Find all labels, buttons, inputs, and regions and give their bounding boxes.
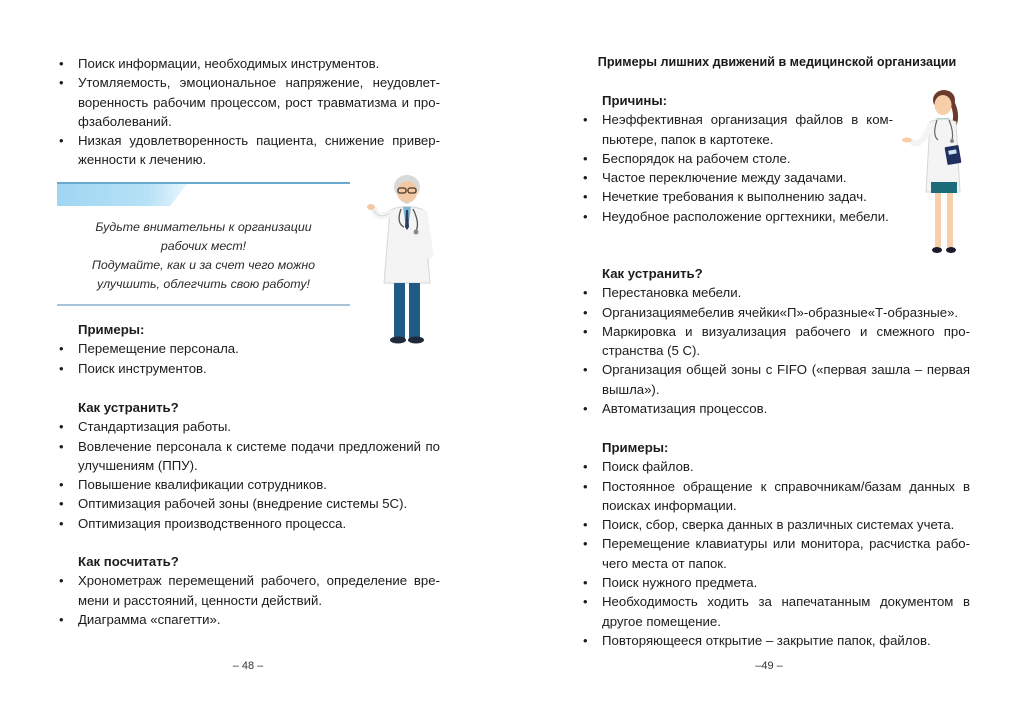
list-item: • Повышение квалификации сотрудников. [56,475,440,494]
page-number: –49 – [755,660,783,672]
list-item: • Автоматизация процессов. [580,399,970,418]
list-item: • Поиск файлов. [580,457,970,476]
list-item: • Утомляемость, эмоциональное напряжение, неудовлет-воренность рабочим процессом, рост травматизма и про-фзаболеваний. [56,73,440,131]
examples-section [580,438,970,650]
list-item: • Хронометраж перемещений рабочего, определение вре-мени и расстояний, ценности действий. [56,571,440,610]
section-heading: Как устранить? [78,400,179,415]
list-item: • Организациямебелив ячейки«П»-образные«Т-образные». [580,303,970,322]
list-item: • Неэффективная организация файлов в ком-пьютере, папок в картотеке. [580,110,893,149]
page-title: Примеры лишних движений в медицинской организации [597,55,957,69]
list-item: • Стандартизация работы. [56,417,440,436]
causes-section [580,91,893,226]
list-item: • Вовлечение персонала к системе подачи предложений по улучшениям (ППУ). [56,437,440,476]
list-item: • Организация общей зоны с FIFO («первая зашла – первая вышла»). [580,360,970,399]
attention-banner [57,182,350,306]
list-item: • Оптимизация рабочей зоны (внедрение системы 5С). [56,494,440,513]
banner-line: Подумайте, как и за счет чего можно [91,258,316,272]
list-item: • Оптимизация производственного процесса. [56,514,440,533]
banner-line: рабочих мест! [160,239,247,253]
section-heading: Примеры: [78,322,145,337]
banner-line: Будьте внимательны к организации [95,220,312,234]
how-to-fix-section [56,398,440,533]
section-heading: Как устранить? [602,266,703,281]
list-item: • Беспорядок на рабочем столе. [580,149,893,168]
intro-list [56,54,440,170]
list-item: • Повторяющееся открытие – закрытие папок, файлов. [580,631,970,650]
list-item: • Постоянное обращение к справочникам/базам данных в поисках информации. [580,477,970,516]
list-item: • Частое переключение между задачами. [580,168,893,187]
examples-section [56,320,440,378]
list-item: • Поиск инструментов. [56,359,440,378]
list-item: • Перемещение персонала. [56,339,440,358]
list-item: • Маркировка и визуализация рабочего и смежного про-странства (5 С). [580,322,970,361]
list-item: • Поиск, сбор, сверка данных в различных системах учета. [580,515,970,534]
page-49 [512,0,1024,723]
list-item: • Поиск нужного предмета. [580,573,970,592]
list-item: • Неудобное расположение оргтехники, мебели. [580,207,893,226]
list-item: • Нечеткие требования к выполнению задач. [580,187,893,206]
how-to-count-section [56,552,440,629]
page-number: – 48 – [232,660,264,672]
list-item: • Перестановка мебели. [580,283,970,302]
list-item: • Перемещение клавиатуры или монитора, расчистка рабо-чего места от папок. [580,534,970,573]
list-item: • Диаграмма «спагетти». [56,610,440,629]
banner-line: улучшить, облегчить свою работу! [97,277,310,291]
banner-top-rule [57,182,350,184]
list-item: • Поиск информации, необходимых инструментов. [56,54,440,73]
list-item: • Необходимость ходить за напечатанным документом в другое помещение. [580,592,970,631]
banner-bottom-rule [57,304,350,306]
how-to-fix-section [580,264,970,418]
section-heading: Примеры: [602,440,669,455]
section-heading: Как посчитать? [78,554,179,569]
female-doctor-illustration-icon [892,80,982,265]
banner-accent-stripe [57,184,187,206]
section-heading: Причины: [602,93,668,108]
list-item: • Низкая удовлетворенность пациента, снижение привер-женности к лечению. [56,131,440,170]
banner-message [57,218,350,294]
